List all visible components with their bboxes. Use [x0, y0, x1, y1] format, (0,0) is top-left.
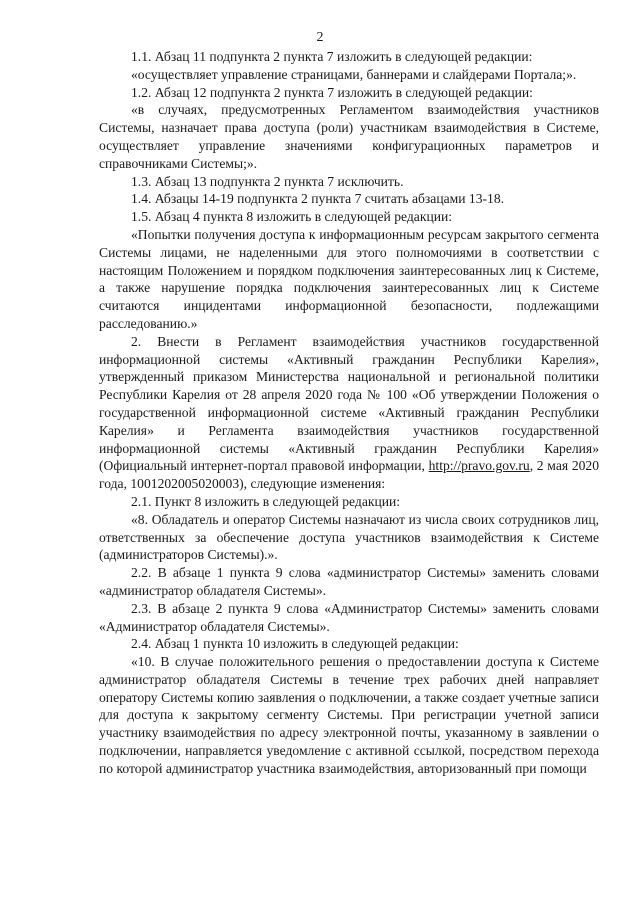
- paragraph-1-1-quote: «осуществляет управление страницами, баннерами и слайдерами Портала;».: [131, 66, 577, 82]
- document-body: [99, 48, 599, 778]
- paragraph-2-4: 2.4. Абзац 1 пункта 10 изложить в следующей редакции:: [131, 636, 459, 652]
- paragraph-2-text-after: , 2 мая 2020 года, 1001202005020003), следующие изменения:: [99, 458, 600, 492]
- pravo-gov-link[interactable]: http://pravo.gov.ru: [428, 458, 530, 474]
- paragraph-2-text-before: 2. Внести в Регламент взаимодействия участников государственной информационной системы «Активный гражданин Республики Карелия», утвержденный приказом Министерства национальной и региональной политики Республики Карелия от 28 апреля 2020 года № 100 «Об утверждении Положения о государственной информационной системе «Активный гражданин Республики Карелия» и Регламента взаимодействия участников государственной информационной системы «Активный гражданин Республики Карелия» (Официальный интернет-портал правовой информации,: [99, 333, 599, 474]
- paragraph-2-4-quote: «10. В случае положительного решения о предоставлении доступа к Системе администратор обладателя Системы в течение трех рабочих дней направляет оператору Системы копию заявления о подключении, а также создает учетные записи для доступа к закрытому сегменту Системы. При регистрации учетной записи участнику взаимодействия по адресу электронной почты, указанному в заявлении о подключении, направляется уведомление с активной ссылкой, посредством перехода по которой администратор участника взаимодействия, авторизованный при помощи: [99, 654, 599, 776]
- paragraph-2-3: 2.3. В абзаце 2 пункта 9 слова «Администратор Системы» заменить словами «Администратор обладателя Системы».: [99, 600, 599, 634]
- paragraph-1-2-quote: «в случаях, предусмотренных Регламентом взаимодействия участников Системы, назначает права доступа (роли) участникам взаимодействия в Системе, осуществляет управление значениями конфигурационных параметров и справочниками Системы;».: [99, 102, 599, 171]
- paragraph-1-4: 1.4. Абзацы 14-19 подпункта 2 пункта 7 считать абзацами 13-18.: [131, 191, 505, 207]
- paragraph-1-1: 1.1. Абзац 11 подпункта 2 пункта 7 изложить в следующей редакции:: [131, 49, 533, 64]
- paragraph-2: [99, 333, 599, 493]
- paragraph-1-3: 1.3. Абзац 13 подпункта 2 пункта 7 исключить.: [131, 173, 404, 189]
- page-number: 2: [316, 30, 324, 45]
- paragraph-1-2: 1.2. Абзац 12 подпункта 2 пункта 7 изложить в следующей редакции:: [131, 84, 533, 100]
- paragraph-1-5: 1.5. Абзац 4 пункта 8 изложить в следующей редакции:: [131, 209, 453, 225]
- paragraph-2-1: 2.1. Пункт 8 изложить в следующей редакции:: [131, 493, 401, 509]
- paragraph-2-2: 2.2. В абзаце 1 пункта 9 слова «администратор Системы» заменить словами «администратор обладателя Системы».: [99, 565, 599, 598]
- paragraph-2-1-quote: «8. Обладатель и оператор Системы назначают из числа своих сотрудников лиц, ответственных за обеспечение доступа участников взаимодействия к Системе (администраторов Системы).».: [99, 511, 599, 563]
- paragraph-1-5-quote: «Попытки получения доступа к информационным ресурсам закрытого сегмента Системы лицами, не наделенными для этого полномочиями в соответствии с настоящим Положением и порядком подключения заинтересованных лиц к Системе, а также нарушение порядка подключения заинтересованных лиц к Системе считаются инцидентами информационной безопасности, подлежащими расследованию.»: [99, 226, 599, 331]
